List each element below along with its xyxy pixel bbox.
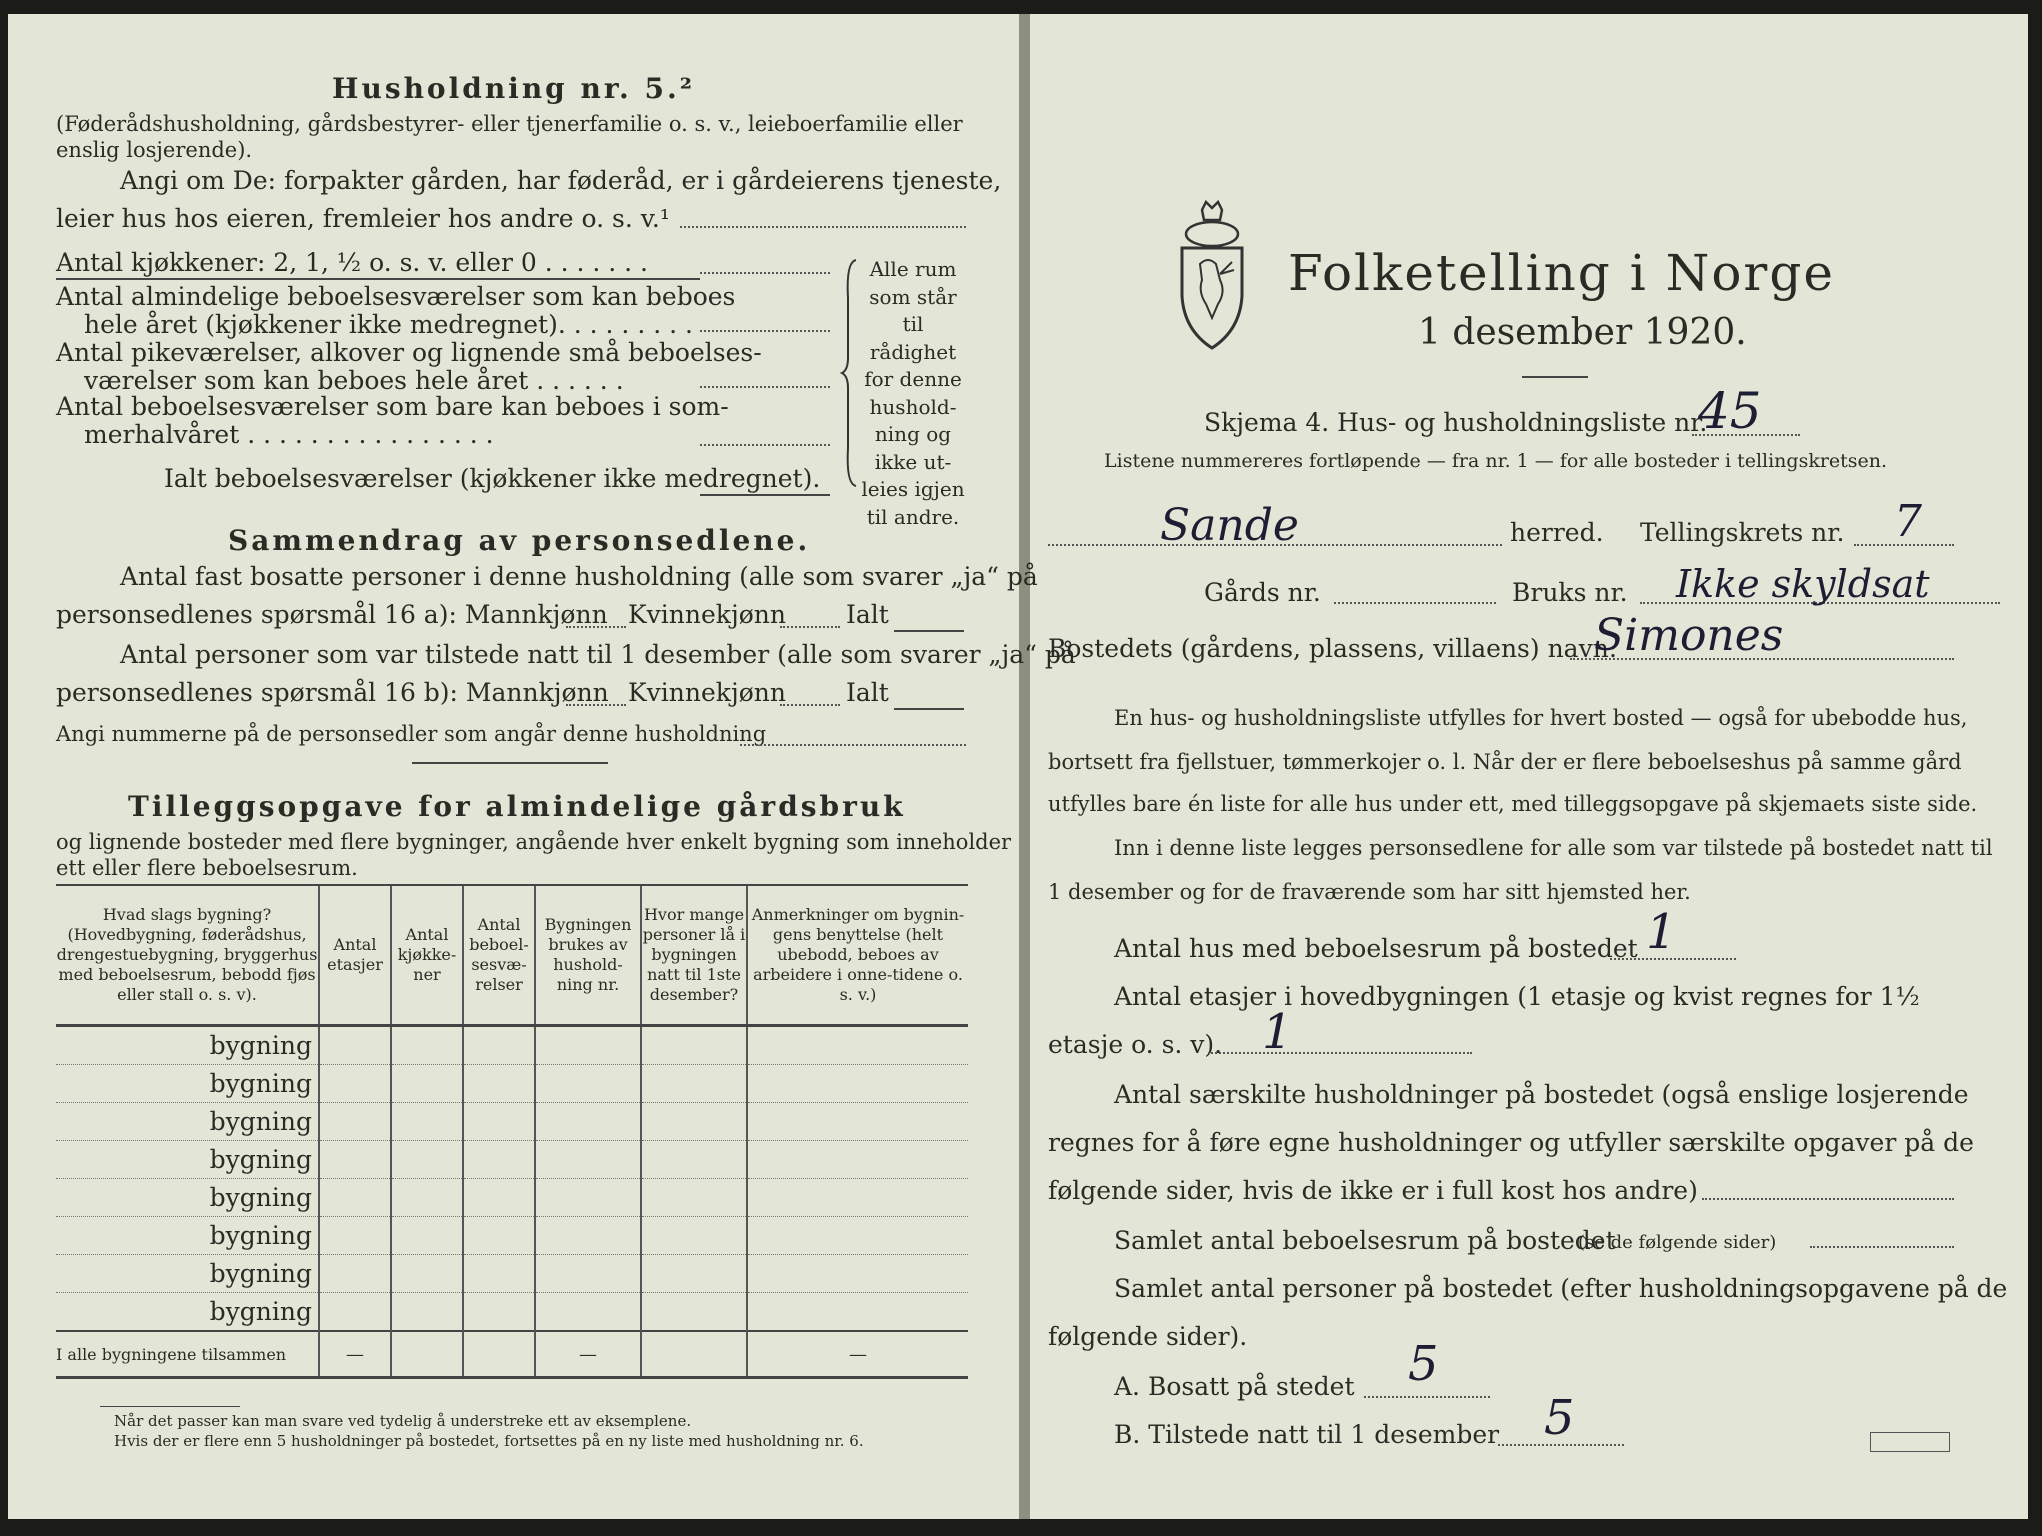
section-divider (412, 762, 608, 764)
brace-icon (840, 258, 860, 488)
q-small-rooms-1: Antal pikeværelser, alkover og lignende små beboelses- (56, 338, 762, 367)
bosted-handwritten: Simones (1594, 610, 1784, 661)
tillegg-line-1: og lignende bosteder med flere bygninger, angående hver enkelt bygning som inneholder (56, 830, 1012, 854)
table-row (56, 1255, 968, 1293)
cell (463, 1026, 535, 1065)
cell (391, 1217, 463, 1255)
row-label: bygning (56, 1217, 319, 1255)
answer-total-rooms (700, 494, 830, 496)
footnote-2: Hvis der er flere enn 5 husholdninger på bostedet, fortsettes på en ny liste med husholdning nr. 6. (114, 1432, 864, 1450)
para-1c: utfylles bare én liste for alle hus under ett, med tilleggsopgave på skjemaets siste side. (1048, 792, 1978, 816)
cell (391, 1293, 463, 1332)
answer-rooms (700, 330, 830, 332)
answer-small-rooms (700, 386, 830, 388)
cell (319, 1179, 391, 1217)
skjema-nr-handwritten: 45 (1698, 382, 1762, 440)
answer-women-resident (780, 626, 840, 628)
tillegg-line-2: ett eller flere beboelsesrum. (56, 856, 358, 880)
bruks-label: Bruks nr. (1512, 578, 1628, 607)
hus-label: Antal hus med beboelsesrum på bostedet (1114, 934, 1638, 963)
cell (391, 1141, 463, 1179)
row-label: bygning (56, 1065, 319, 1103)
cell (463, 1293, 535, 1332)
answer-men-present (566, 704, 626, 706)
cell (747, 1255, 968, 1293)
brace-note-line: for denne (864, 367, 962, 391)
total-persons (641, 1331, 747, 1378)
angi-answer-line (680, 226, 966, 228)
bruks-handwritten: Ikke skyldsat (1676, 562, 1930, 606)
household-subtitle-1: (Føderådshusholdning, gårdsbestyrer- eller tjenerfamilie o. s. v., leieboerfamilie eller (56, 112, 963, 136)
cell (641, 1179, 747, 1217)
title-divider (1522, 376, 1588, 378)
cell (535, 1103, 641, 1141)
col-remarks: Anmerkninger om bygnin-gens benyttelse (helt ubebodd, beboes av arbeidere i onne-tidene o. s. v.) (747, 886, 968, 1026)
summary-line-1: Antal fast bosatte personer i denne husholdning (alle som svarer „ja“ på (120, 562, 1038, 591)
col-household-nr: Bygningen brukes av hushold-ning nr. (535, 886, 641, 1026)
summary-line-2: personsedlenes spørsmål 16 a): Mannkjønn (56, 600, 608, 629)
table-row (56, 1141, 968, 1179)
summary-title: Sammendrag av personsedlene. (228, 524, 811, 557)
etasjer-answer-line (1208, 1052, 1472, 1054)
row-label: bygning (56, 1026, 319, 1065)
cell (463, 1141, 535, 1179)
printer-stamp (1870, 1432, 1950, 1452)
summary-line-3: Antal personer som var tilstede natt til 1 desember (alle som svarer „ja“ på (120, 640, 1076, 669)
bosatt-handwritten: 5 (1408, 1336, 1439, 1392)
samlet-pers-1: Samlet antal personer på bostedet (efter husholdningsopgavene på de (1114, 1274, 2008, 1303)
cell (463, 1065, 535, 1103)
etasjer-line-2: etasje o. s. v). (1048, 1030, 1223, 1059)
table-row (56, 1026, 968, 1065)
q-rooms-2: hele året (kjøkkener ikke medregnet). . . . . . . . . (84, 310, 693, 339)
etasjer-handwritten: 1 (1262, 1004, 1293, 1060)
answer-kitchens (700, 272, 830, 274)
bosatt-line (1364, 1396, 1490, 1398)
cell (319, 1103, 391, 1141)
cell (319, 1255, 391, 1293)
table-row (56, 1217, 968, 1255)
cell (319, 1293, 391, 1332)
answer-total-resident (894, 630, 964, 632)
cell (641, 1141, 747, 1179)
saerskilte-3: følgende sider, hvis de ikke er i full kost hos andre) (1048, 1176, 1698, 1205)
cell (747, 1141, 968, 1179)
samlet-rum-label: Samlet antal beboelsesrum på bostedet (1114, 1226, 1616, 1255)
cell (535, 1065, 641, 1103)
cell (391, 1103, 463, 1141)
angi-line-2: leier hus hos eieren, fremleier hos andre o. s. v.¹ (56, 204, 670, 233)
q-rooms-1: Antal almindelige beboelsesværelser som kan beboes (56, 282, 736, 311)
samlet-rum-line (1810, 1246, 1954, 1248)
table-row (56, 1065, 968, 1103)
tellingskrets-handwritten: 7 (1894, 496, 1922, 547)
cell (641, 1217, 747, 1255)
coat-of-arms-icon (1176, 200, 1248, 352)
census-title: Folketelling i Norge (1288, 244, 1835, 302)
table-row (56, 1179, 968, 1217)
table-row (56, 1103, 968, 1141)
women-label: Kvinnekjønn (628, 600, 786, 629)
answer-men-resident (566, 626, 626, 628)
cell (747, 1179, 968, 1217)
q-summer-rooms-1: Antal beboelsesværelser som bare kan beboes i som- (56, 392, 729, 421)
saerskilte-answer-line (1702, 1198, 1954, 1200)
ialt-label-2: Ialt (846, 678, 889, 707)
buildings-table (56, 886, 968, 1379)
cell (535, 1026, 641, 1065)
cell (641, 1103, 747, 1141)
brace-note-line: som står til (869, 284, 957, 336)
cell (319, 1217, 391, 1255)
brace-note-line: leies igjen (861, 477, 965, 501)
saerskilte-1: Antal særskilte husholdninger på bostedet (også enslige losjerende (1114, 1080, 1969, 1109)
cell (535, 1141, 641, 1179)
women-label-2: Kvinnekjønn (628, 678, 786, 707)
q-kitchens-underline (56, 278, 700, 280)
cell (747, 1293, 968, 1332)
cell (463, 1255, 535, 1293)
q-small-rooms-2: værelser som kan beboes hele året . . . . . . (84, 366, 624, 395)
hus-handwritten: 1 (1646, 904, 1677, 960)
q-summer-rooms-2: merhalvåret . . . . . . . . . . . . . . . . (84, 420, 494, 449)
para-2b: 1 desember og for de fraværende som har sitt hjemsted her. (1048, 880, 1691, 904)
herred-handwritten: Sande (1160, 500, 1299, 551)
para-2a: Inn i denne liste legges personsedlene for alle som var tilstede på bostedet natt til (1114, 836, 1993, 860)
answer-nummer (740, 744, 966, 746)
total-kitchens (391, 1331, 463, 1378)
col-floors: Antal etasjer (319, 886, 391, 1026)
saerskilte-2: regnes for å føre egne husholdninger og utfyller særskilte opgaver på de (1048, 1128, 1974, 1157)
cell (391, 1065, 463, 1103)
cell (535, 1293, 641, 1332)
nummer-line: Angi nummerne på de personsedler som angår denne husholdning (56, 722, 767, 746)
brace-note-line: hushold- (869, 394, 957, 419)
footnote-rule (100, 1406, 240, 1407)
row-label: bygning (56, 1255, 319, 1293)
listene-note: Listene nummereres fortløpende — fra nr. 1 — for alle bosteder i tellingskretsen. (1104, 450, 1888, 472)
cell (391, 1255, 463, 1293)
q-kitchens: Antal kjøkkener: 2, 1, ½ o. s. v. eller 0 . . . . . . . (56, 248, 649, 277)
cell (463, 1179, 535, 1217)
row-label: bygning (56, 1179, 319, 1217)
q-total-rooms: Ialt beboelsesværelser (kjøkkener ikke medregnet). (164, 464, 821, 493)
row-label: bygning (56, 1293, 319, 1332)
brace-note-line: ikke ut- (874, 449, 952, 474)
col-persons: Hvor mange personer lå i bygningen natt til 1ste desember? (641, 886, 747, 1026)
cell (641, 1293, 747, 1332)
tilstede-handwritten: 5 (1544, 1390, 1575, 1446)
gards-line (1334, 602, 1496, 604)
total-rooms (463, 1331, 535, 1378)
cell (463, 1103, 535, 1141)
cell (641, 1065, 747, 1103)
ialt-label: Ialt (846, 600, 889, 629)
tellingskrets-label: Tellingskrets nr. (1640, 518, 1845, 547)
cell (535, 1255, 641, 1293)
angi-line-1: Angi om De: forpakter gården, har føderåd, er i gårdeierens tjeneste, (120, 166, 1002, 195)
total-label: I alle bygningene tilsammen (56, 1331, 319, 1378)
household-title: Husholdning nr. 5.² (332, 72, 696, 105)
brace-note-line: til andre. (866, 504, 960, 529)
cell (391, 1179, 463, 1217)
cell (641, 1026, 747, 1065)
cell (747, 1217, 968, 1255)
footnote-1: Når det passer kan man svare ved tydelig å understreke ett av eksemplene. (114, 1412, 692, 1430)
para-1a: En hus- og husholdningsliste utfylles for hvert bosted — også for ubebodde hus, (1114, 706, 1968, 730)
table-row (56, 1293, 968, 1332)
cell (641, 1255, 747, 1293)
col-building-type: Hvad slags bygning? (Hovedbygning, føderådshus, drengestuebygning, bryggerhus med beboelsesrum, bebodd fjøs eller stall o. s. v). (56, 886, 319, 1026)
tilstede-label: B. Tilstede natt til 1 desember (1114, 1420, 1500, 1449)
col-kitchens: Antal kjøkke-ner (391, 886, 463, 1026)
brace-note-line: Alle rum (869, 257, 957, 281)
total-remarks: — (747, 1331, 968, 1378)
samlet-pers-2: følgende sider). (1048, 1322, 1248, 1351)
cell (747, 1026, 968, 1065)
gards-label: Gårds nr. (1204, 578, 1321, 607)
cell (391, 1026, 463, 1065)
cell (747, 1103, 968, 1141)
row-label: bygning (56, 1103, 319, 1141)
cell (319, 1141, 391, 1179)
cell (319, 1026, 391, 1065)
brace-note-line: ning og (874, 422, 952, 446)
total-household: — (535, 1331, 641, 1378)
samlet-rum-note: (se de følgende sider) (1578, 1232, 1777, 1253)
cell (747, 1065, 968, 1103)
bosted-label: Bostedets (gårdens, plassens, villaens) navn: (1048, 634, 1618, 663)
col-rooms: Antal beboel-sesvæ-relser (463, 886, 535, 1026)
brace-note (858, 256, 968, 531)
etasjer-line-1: Antal etasjer i hovedbygningen (1 etasje og kvist regnes for 1½ (1114, 982, 1920, 1011)
skjema-line: Skjema 4. Hus- og husholdningsliste nr. (1204, 408, 1708, 437)
answer-women-present (780, 704, 840, 706)
para-1b: bortsett fra fjellstuer, tømmerkojer o. l. Når der er flere beboelseshus på samme gård (1048, 750, 1962, 774)
cell (463, 1217, 535, 1255)
cell (535, 1217, 641, 1255)
bosatt-label: A. Bosatt på stedet (1114, 1372, 1355, 1401)
household-subtitle-2: enslig losjerende). (56, 138, 253, 162)
brace-note-line: rådighet (869, 339, 957, 364)
total-floors: — (319, 1331, 391, 1378)
table-total-row (56, 1331, 968, 1378)
summary-line-4: personsedlenes spørsmål 16 b): Mannkjønn (56, 678, 609, 707)
row-label: bygning (56, 1141, 319, 1179)
tillegg-title: Tilleggsopgave for almindelige gårdsbruk (128, 790, 906, 823)
census-date: 1 desember 1920. (1418, 312, 1747, 353)
answer-total-present (894, 708, 964, 710)
herred-label: herred. (1510, 518, 1604, 547)
cell (319, 1065, 391, 1103)
cell (535, 1179, 641, 1217)
answer-summer-rooms (700, 444, 830, 446)
